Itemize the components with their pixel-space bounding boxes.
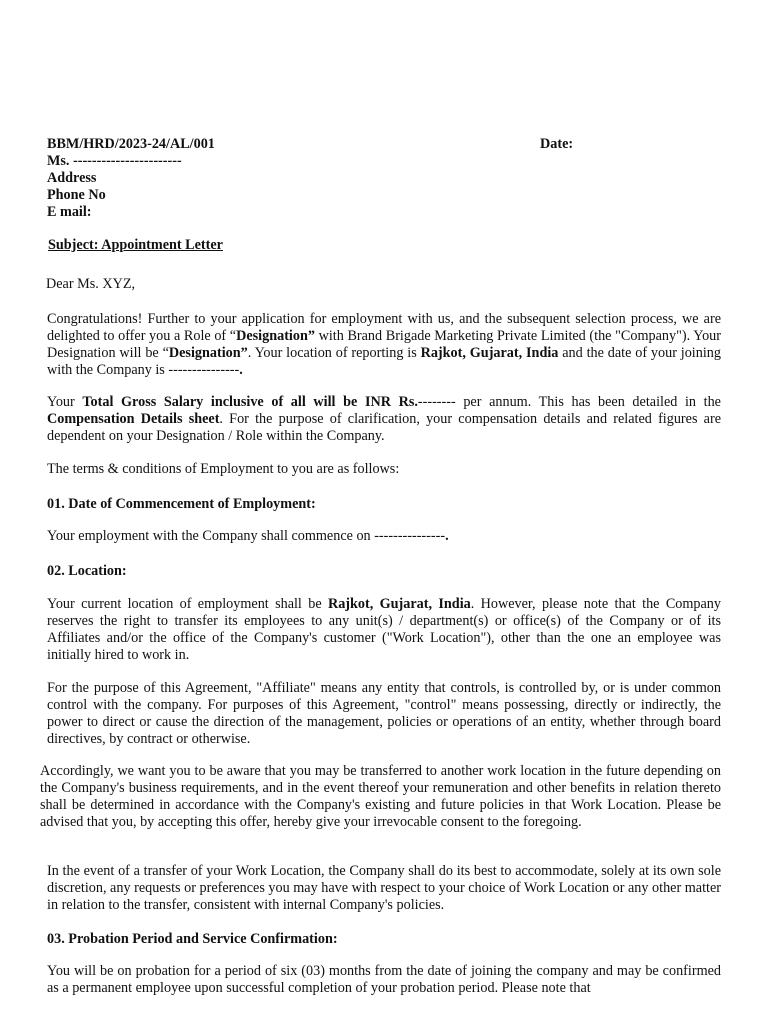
text-run: and the date of your joining with the Company is --------------- [47,345,721,378]
text-run: Your current location of employment shall be [47,596,328,612]
section-heading-location: 02. Location: [47,563,127,579]
probation-paragraph: You will be on probation for a period of six (03) months from the date of joining the company and may be confirmed as a permanent employee upon successful completion of your probation period. Please note that [47,963,721,996]
reference-number: BBM/HRD/2023-24/AL/001 [47,136,215,152]
location-bold: Rajkot, Gujarat, India [420,345,559,361]
address-label: Address [47,170,97,186]
salary-bold: Total Gross Salary inclusive of all will be INR Rs. [82,394,418,410]
recipient-name-line: Ms. ----------------------- [47,153,182,169]
text-run: . However, please note that the Company reserves the right to transfer its employees to any unit(s) / department(s) or office(s) of the Company or of its Affiliates and/or the office of the Company's customer ("Work Location"), other than the one an employee was initially hired to work in. [47,596,721,663]
location-paragraph [47,596,721,664]
transfer-paragraph: Accordingly, we want you to be aware that you may be transferred to another work location in the future depending on the Company's business requirements, and in the event thereof your remuneration and other benefits in relation thereto shall be determined in accordance with the Company's existing and future policies in that Work Location. Please be advised that you, by accepting this offer, hereby give your irrevocable consent to the foregoing. [40,763,721,830]
period-bold: . [445,528,449,544]
text-run: Your employment with the Company shall commence on --------------- [47,528,446,544]
text-run: Your [47,394,83,410]
text-run: Congratulations! Further to your application for employment with us, and the subsequent selection process, we are delighted to offer you a Role of “ [47,311,721,344]
subject-line: Subject: Appointment Letter [48,237,223,253]
text-run: . For the purpose of clarification, your compensation details and related figures are dependent on your Designation / Role within the Company. [47,411,721,444]
commencement-paragraph [47,528,721,545]
email-label: E mail: [47,204,92,220]
letter-header [47,136,727,221]
offer-paragraph [47,311,721,379]
designation-bold: Designation” [236,328,315,344]
terms-intro: The terms & conditions of Employment to you are as follows: [47,461,400,477]
text-run: -------- per annum. This has been detailed in the [417,394,721,410]
section-heading-commencement: 01. Date of Commencement of Employment: [47,496,316,512]
section-heading-probation: 03. Probation Period and Service Confirmation: [47,931,338,947]
salary-paragraph [47,394,721,445]
transfer-accommodation-paragraph: In the event of a transfer of your Work Location, the Company shall do its best to accommodate, solely at its own sole discretion, any requests or preferences you may have with respect to your choice of Work Location or any other matter in relation to the transfer, consistent with internal Company's policies. [47,863,721,913]
period-bold: . [239,362,243,378]
salutation: Dear Ms. XYZ, [46,276,136,292]
date-label: Date: [540,136,574,152]
location-bold: Rajkot, Gujarat, India [327,596,471,612]
text-run: with Brand Brigade Marketing Private Limited (the "Company"). Your Designation will be “ [47,328,721,361]
phone-label: Phone No [47,187,106,203]
designation-bold: Designation” [168,345,248,361]
affiliate-paragraph: For the purpose of this Agreement, "Affiliate" means any entity that controls, is controlled by, or is under common control with the company. For purposes of this Agreement, "control" means possessing, directly or indirectly, the power to direct or cause the direction of the management, policies or operations of an entity, whether through board directives, by contract or otherwise. [47,680,721,747]
compensation-sheet-bold: Compensation Details sheet [47,411,220,427]
text-run: . Your location of reporting is [247,345,421,361]
